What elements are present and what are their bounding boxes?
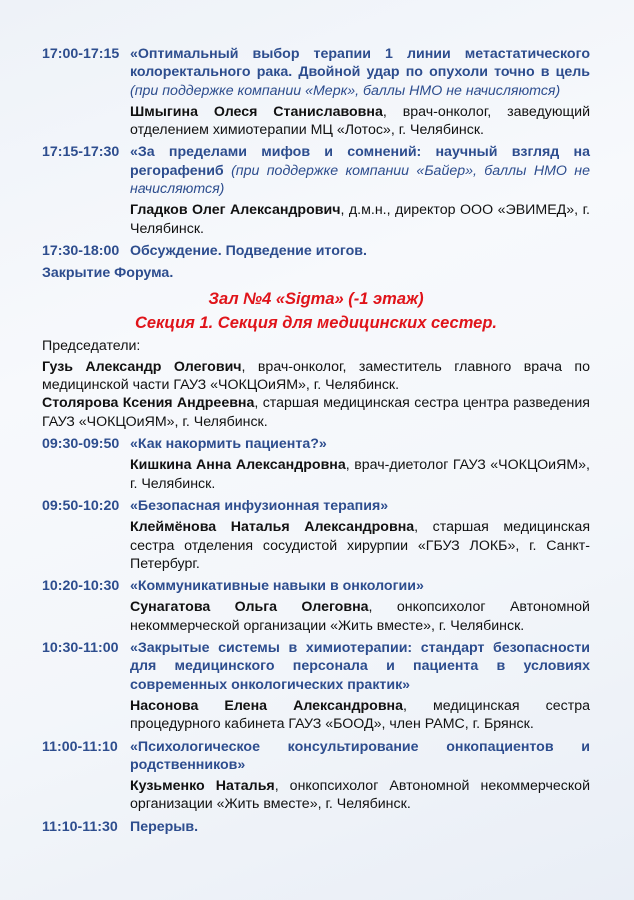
session-entry — [42, 738, 590, 814]
session-title: «Коммуникативные навыки в онкологии» — [130, 578, 424, 595]
session-time: 11:00-11:10 — [42, 738, 118, 755]
section-heading: Секция 1. Секция для медицинских сестер. — [134, 313, 498, 332]
session-entry — [42, 45, 590, 139]
speaker-info: , врач-диетолог ГАУЗ «ЧОКЦОиЯМ», г. Челябинск. — [130, 457, 590, 492]
speaker-name: Шмыгина Олеся Станиславовна — [130, 103, 383, 120]
speaker-info: , врач-онколог, заведующий отделением химиотерапии МЦ «Лотос», г. Челябинск. — [130, 103, 590, 139]
speaker — [130, 103, 590, 140]
speaker-info: , д.м.н., директор ООО «ЭВИМЕД», г. Челябинск. — [130, 202, 590, 237]
session-entry — [42, 497, 590, 573]
speaker-info: , онкопсихолог Автономной некоммерческой организации «Жить вместе», г. Челябинск. — [130, 778, 591, 813]
session-entry — [42, 577, 590, 635]
session-entry — [42, 639, 590, 733]
break-entry — [42, 818, 590, 836]
session-entry — [42, 435, 590, 493]
speaker — [130, 598, 590, 635]
session-title: Перерыв. — [130, 818, 199, 835]
speaker-name: Клеймёнова Наталья Александровна — [130, 519, 415, 536]
session-time: 17:30-18:00 — [42, 242, 120, 259]
session-time: 09:50-10:20 — [42, 497, 120, 514]
hall-heading: Зал №4 «Sigma» (-1 этаж) — [208, 289, 424, 308]
session-time: 10:30-11:00 — [42, 640, 119, 657]
session-title: «Оптимальный выбор терапии 1 линии метастатического колоректального рака. Двойной удар по опухоли точно в цель — [130, 46, 590, 81]
speaker — [130, 518, 590, 573]
session-title: «Закрытые системы в химиотерапии: стандарт безопасности для медицинского персонала и пациента в условиях современных онкологических практик» — [130, 640, 590, 693]
chairs-label: Председатели: — [42, 337, 141, 354]
session-title: «За пределами мифов и сомнений: научный взгляд на регорафениб — [130, 144, 590, 179]
speaker-name: Насонова Елена Александровна — [130, 697, 403, 714]
chair-info: , старшая медицинская сестра центра разведения ГАУЗ «ЧОКЦОиЯМ», г. Челябинск. — [42, 395, 590, 430]
session-note: (при поддержке компании «Байер», баллы НМО не начисляются) — [130, 162, 590, 198]
session-title: Обсуждение. Подведение итогов. — [130, 242, 367, 259]
session-time: 09:30-09:50 — [42, 436, 120, 453]
speaker-name: Кишкина Анна Александровна — [130, 457, 346, 474]
speaker — [130, 201, 590, 238]
discussion-entry — [42, 242, 590, 260]
session-title: «Безопасная инфузионная терапия» — [130, 497, 389, 514]
chair — [42, 394, 590, 431]
speaker-info: , медицинская сестра процедурного кабинета ГАУЗ «БООД», член РАМС, г. Брянск. — [130, 697, 590, 733]
program-page — [42, 45, 590, 840]
session-time: 17:15-17:30 — [42, 144, 120, 161]
session-time: 17:00-17:15 — [42, 46, 120, 62]
session-time: 10:20-10:30 — [42, 578, 120, 595]
session-entry — [42, 143, 590, 237]
session-title: «Как накормить пациента?» — [130, 436, 327, 453]
speaker-info: , старшая медицинская сестра отделения сосудистой хирурпии «ГБУЗ ЛОКБ», г. Санкт-Петербург. — [130, 519, 590, 572]
speaker — [130, 777, 590, 814]
speaker-name: Сунагатова Ольга Олеговна — [130, 599, 369, 616]
session-time: 11:10-11:30 — [42, 818, 118, 835]
speaker-name: Гладков Олег Александрович — [130, 202, 341, 219]
speaker-name: Кузьменко Наталья — [130, 778, 275, 795]
closing-text: Закрытие Форума. — [42, 265, 174, 282]
session-title: «Психологическое консультирование онкопациентов и родственников» — [130, 738, 590, 773]
speaker — [130, 697, 590, 734]
chair-info: , врач-онколог, заместитель главного врача по медицинской части ГАУЗ «ЧОКЦОиЯМ», г. Челябинск. — [42, 358, 590, 394]
session-note: (при поддержке компании «Мерк», баллы НМО не начисляются) — [130, 82, 561, 99]
chair-name: Столярова Ксения Андреевна — [42, 395, 255, 412]
speaker-info: , онкопсихолог Автономной некоммерческой организации «Жить вместе», г. Челябинск. — [130, 599, 590, 634]
chair — [42, 358, 590, 395]
chair-name: Гузь Александр Олегович — [42, 358, 242, 375]
speaker — [130, 456, 590, 493]
